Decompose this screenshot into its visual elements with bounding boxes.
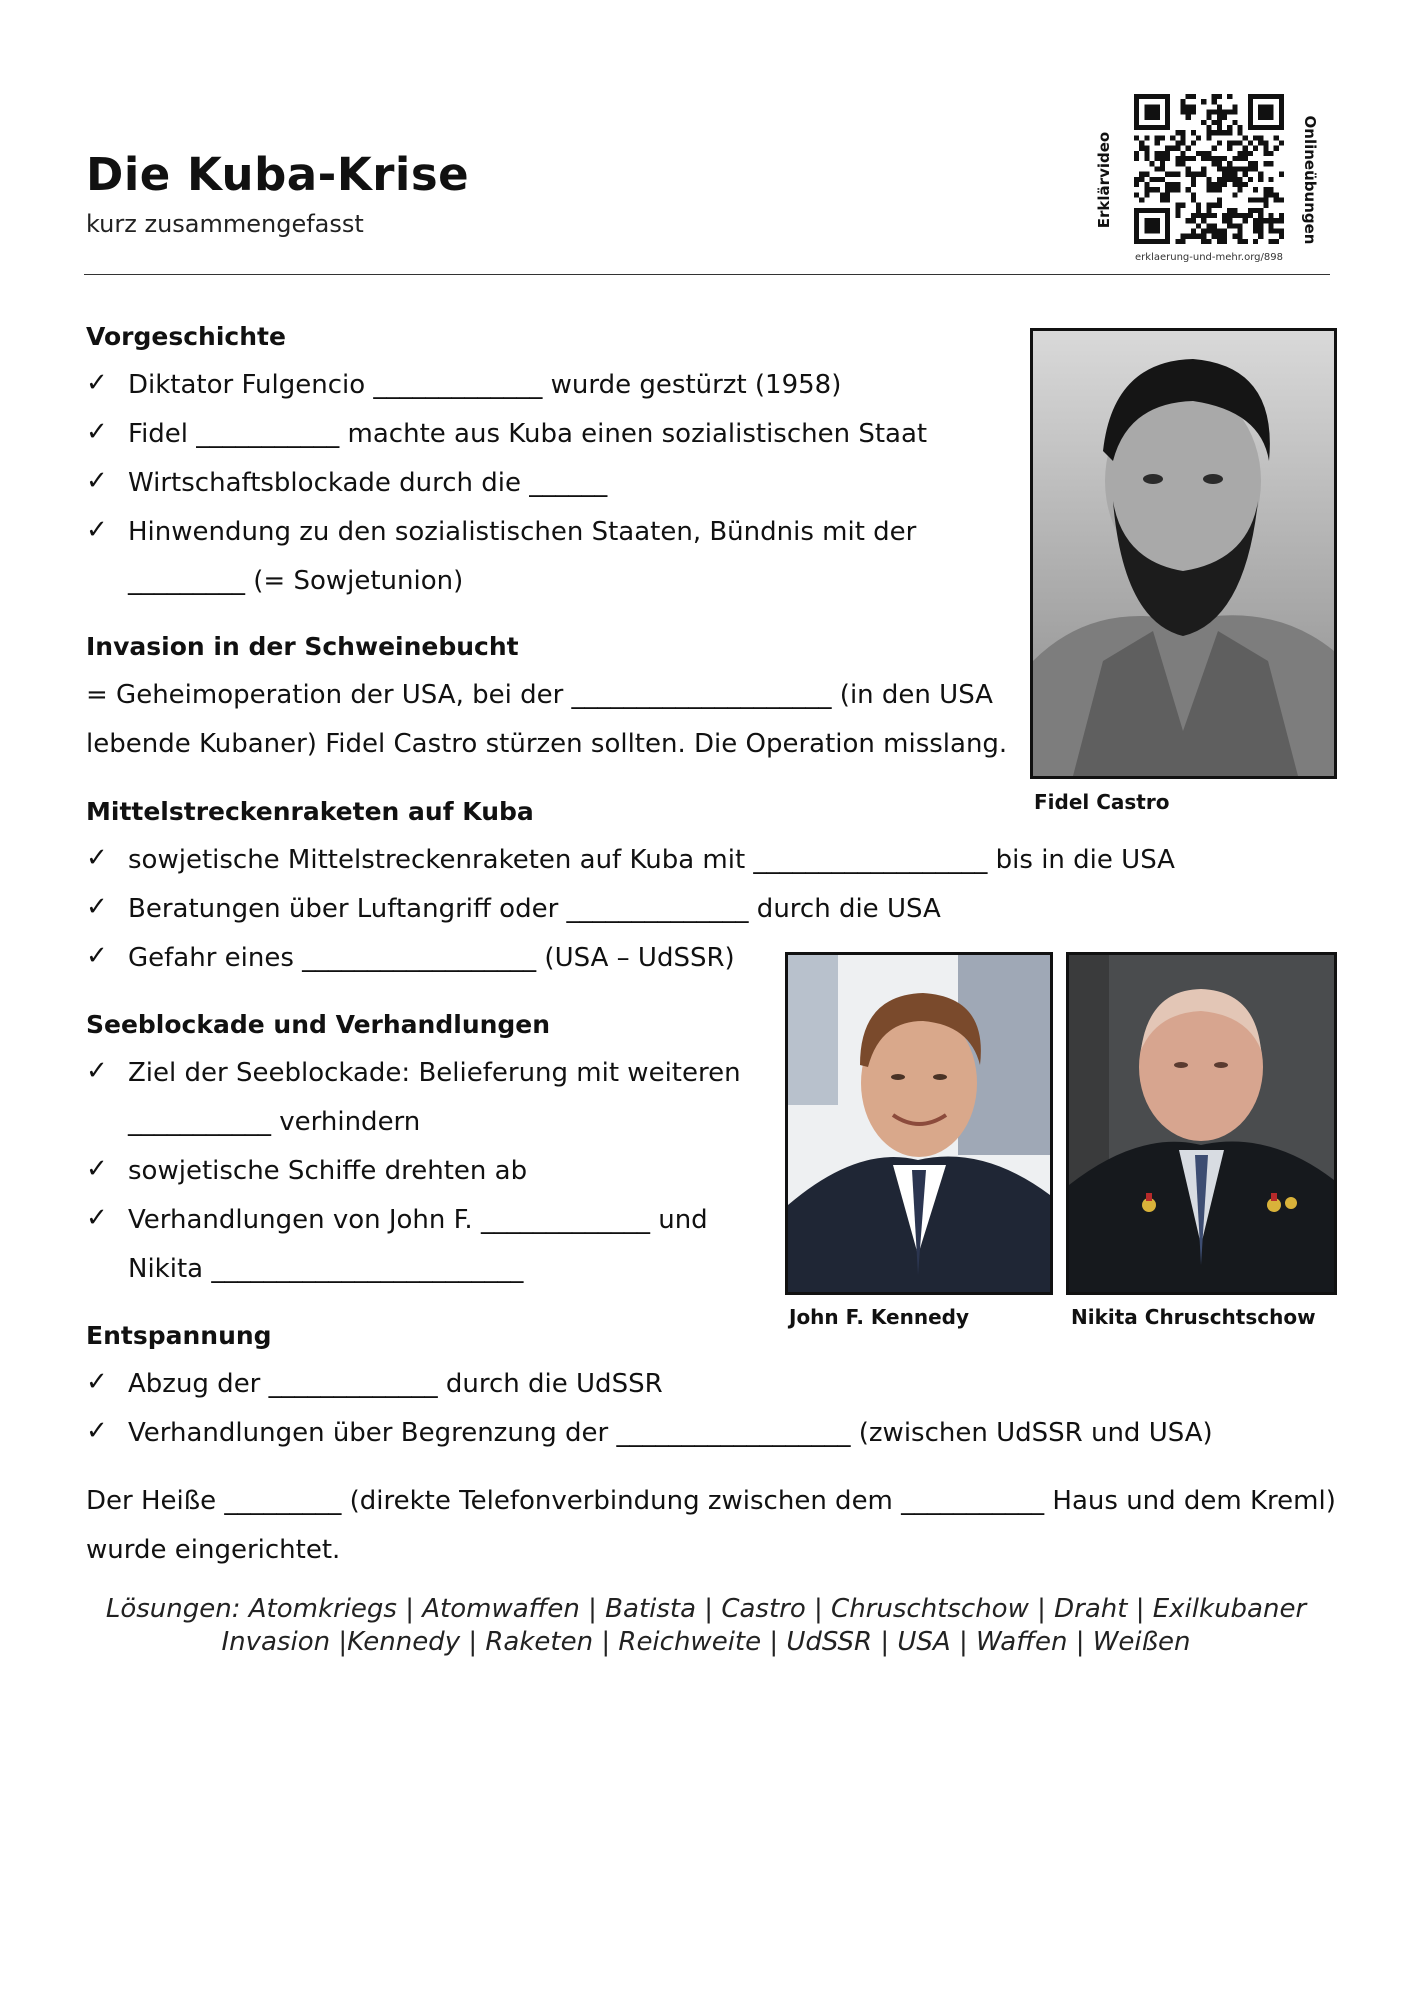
- check-mark-icon: ✓: [86, 368, 108, 398]
- paragraph-line: wurde eingerichtet.: [86, 1535, 341, 1565]
- list-item-continuation: ___________ verhindern: [128, 1107, 421, 1137]
- check-mark-icon: ✓: [86, 941, 108, 971]
- portrait-kennedy-image: [788, 955, 1050, 1292]
- check-mark-icon: ✓: [86, 1056, 108, 1086]
- caption-nikita-chruschtschow: Nikita Chruschtschow: [1071, 1305, 1316, 1329]
- list-item: Gefahr eines __________________ (USA – UdSSR): [128, 943, 735, 973]
- list-item: Ziel der Seeblockade: Belieferung mit weiteren: [128, 1058, 741, 1088]
- solutions-block: [86, 1593, 1326, 1659]
- list-item: Abzug der _____________ durch die UdSSR: [128, 1369, 663, 1399]
- list-item: Hinwendung zu den sozialistischen Staaten, Bündnis mit der: [128, 517, 917, 547]
- list-item: Wirtschaftsblockade durch die ______: [128, 468, 608, 498]
- caption-john-f-kennedy: John F. Kennedy: [789, 1305, 970, 1329]
- heading-invasion: Invasion in der Schweinebucht: [86, 632, 519, 661]
- list-item: Diktator Fulgencio _____________ wurde gestürzt (1958): [128, 370, 842, 400]
- list-item: Fidel ___________ machte aus Kuba einen sozialistischen Staat: [128, 419, 928, 449]
- photo-fidel-castro: [1030, 328, 1337, 779]
- caption-fidel-castro: Fidel Castro: [1034, 790, 1170, 814]
- paragraph-line: Der Heiße _________ (direkte Telefonverbindung zwischen dem ___________ Haus und dem Kreml): [86, 1486, 1336, 1516]
- check-mark-icon: ✓: [86, 1416, 108, 1446]
- qr-caption: erklaerung-und-mehr.org/898: [1135, 252, 1283, 263]
- heading-seeblockade: Seeblockade und Verhandlungen: [86, 1010, 551, 1039]
- check-mark-icon: ✓: [86, 1367, 108, 1397]
- list-item: sowjetische Mittelstreckenraketen auf Kuba mit __________________ bis in die USA: [128, 845, 1175, 875]
- photo-john-f-kennedy: [785, 952, 1053, 1295]
- list-item: sowjetische Schiffe drehten ab: [128, 1156, 528, 1186]
- page-subtitle: kurz zusammengefasst: [86, 210, 364, 238]
- solutions-line: Lösungen: Atomkriegs | Atomwaffen | Batista | Castro | Chruschtschow | Draht | Exilkubaner: [105, 1594, 1307, 1624]
- explainer-video-label: Erklärvideo: [1095, 131, 1113, 229]
- list-item-continuation: _________ (= Sowjetunion): [128, 566, 464, 596]
- check-mark-icon: ✓: [86, 843, 108, 873]
- check-mark-icon: ✓: [86, 1203, 108, 1233]
- heading-raketen: Mittelstreckenraketen auf Kuba: [86, 797, 534, 826]
- list-item: Beratungen über Luftangriff oder ______________ durch die USA: [128, 894, 941, 924]
- page-title: Die Kuba-Krise: [86, 148, 470, 201]
- check-mark-icon: ✓: [86, 466, 108, 496]
- check-mark-icon: ✓: [86, 892, 108, 922]
- list-item: Verhandlungen von John F. _____________ und: [128, 1205, 708, 1235]
- list-item: Verhandlungen über Begrenzung der __________________ (zwischen UdSSR und USA): [128, 1418, 1213, 1448]
- paragraph-line: = Geheimoperation der USA, bei der ____________________ (in den USA: [86, 680, 993, 710]
- header-divider: [84, 274, 1330, 275]
- photo-nikita-chruschtschow: [1066, 952, 1337, 1295]
- online-exercises-label: Onlineübungen: [1301, 115, 1319, 245]
- check-mark-icon: ✓: [86, 1154, 108, 1184]
- check-mark-icon: ✓: [86, 417, 108, 447]
- solutions-line: Invasion |Kennedy | Raketen | Reichweite | UdSSR | USA | Waffen | Weißen: [221, 1627, 1191, 1657]
- heading-vorgeschichte: Vorgeschichte: [86, 322, 286, 351]
- paragraph-line: lebende Kubaner) Fidel Castro stürzen sollten. Die Operation misslang.: [86, 729, 1008, 759]
- check-mark-icon: ✓: [86, 515, 108, 545]
- portrait-chruschtschow-image: [1069, 955, 1334, 1292]
- list-item-continuation: Nikita ________________________: [128, 1254, 524, 1284]
- heading-entspannung: Entspannung: [86, 1321, 272, 1350]
- portrait-castro-image: [1033, 331, 1334, 776]
- qr-code[interactable]: [1134, 94, 1284, 244]
